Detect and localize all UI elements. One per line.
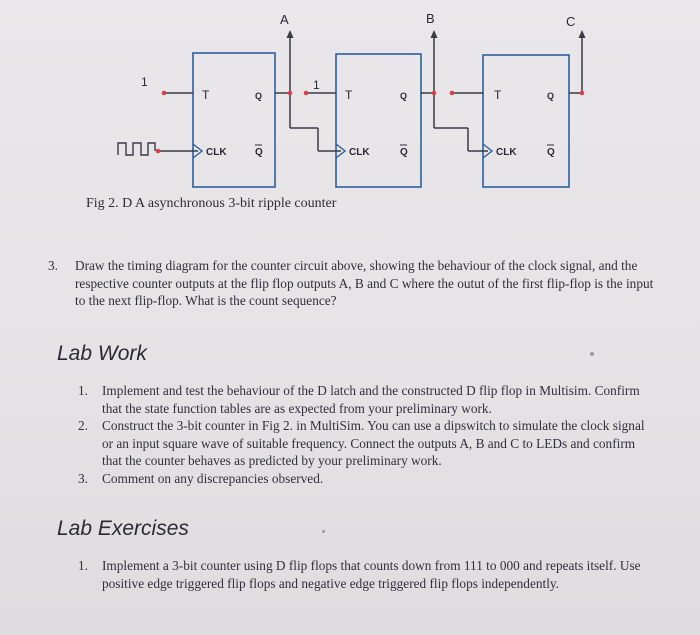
ff3-qbar-label: Q <box>547 147 555 158</box>
list-item-text: Construct the 3-bit counter in Fig 2. in MultiSim. You can use a dipswitch to simulate the clock signal or an input square wave of suitable frequency. Connect the outputs A, B and C to LEDs and confirm that the counter behaves as predicted by your preliminary work. <box>102 418 645 468</box>
question-3-number: 3. <box>48 258 58 273</box>
flip-flop-2 <box>336 54 421 187</box>
arrow-heads <box>287 30 586 38</box>
question-3-text: Draw the timing diagram for the counter circuit above, showing the behaviour of the clock signal, and the respective counter outputs at the flip flop outputs A, B and C where the outut of the first flip-flop is the input to the next flip-flop. What is the count sequence? <box>75 258 654 308</box>
ff1-q-label: Q <box>255 91 263 101</box>
ff2-q-label: Q <box>400 91 408 101</box>
output-label-a: A <box>280 12 289 27</box>
clock-triangles <box>193 144 492 158</box>
ff1-qbar-label: Q <box>255 147 263 158</box>
list-item-number: 2. <box>78 418 88 433</box>
clock-square-wave-icon <box>118 143 155 155</box>
list-item <box>78 382 650 417</box>
list-item <box>78 557 650 592</box>
lab-exercises-heading: Lab Exercises <box>57 517 189 540</box>
ff3-q-label: Q <box>547 91 555 101</box>
question-3 <box>48 257 658 310</box>
stray-dot <box>590 352 594 356</box>
ff3-t-label: T <box>494 88 502 102</box>
list-item <box>78 417 650 470</box>
list-item-number: 3. <box>78 470 88 486</box>
ff2-qbar-label: Q <box>400 147 408 158</box>
circuit-nodes <box>156 91 585 154</box>
output-label-c: C <box>566 14 576 29</box>
list-item <box>78 470 650 488</box>
ff2-clk-label: CLK <box>349 147 370 158</box>
list-item-text: Implement and test the behaviour of the D latch and the constructed D flip flop in Multisim. Confirm that the state function tables are as expected from your preliminary work. <box>102 383 640 416</box>
t-input-one-label: 1 <box>141 75 148 89</box>
flip-flop-3 <box>483 55 569 187</box>
stray-dot-2 <box>322 530 325 533</box>
lab-work-list <box>78 382 650 487</box>
ff1-t-label: T <box>202 88 210 102</box>
lab-work-heading: Lab Work <box>57 342 147 365</box>
ff3-clk-label: CLK <box>496 147 517 158</box>
ff2-t-label: T <box>345 88 353 102</box>
list-item-text: Comment on any discrepancies observed. <box>102 470 324 486</box>
figure-caption: Fig 2. D A asynchronous 3-bit ripple counter <box>86 196 337 211</box>
lab-exercises-list <box>78 557 650 592</box>
flip-flop-1 <box>193 53 275 187</box>
list-item-text: Implement a 3-bit counter using D flip flops that counts down from 111 to 000 and repeats itself. Use positive edge triggered flip flops and negative edge triggered flip flops independently. <box>102 558 641 591</box>
list-item-number: 1. <box>78 558 88 573</box>
output-label-b: B <box>426 11 435 26</box>
ripple-counter-diagram <box>0 0 700 200</box>
t-input-one-label-2: 1 <box>313 78 320 92</box>
ff1-clk-label: CLK <box>206 147 227 158</box>
list-item-number: 1. <box>78 383 88 398</box>
